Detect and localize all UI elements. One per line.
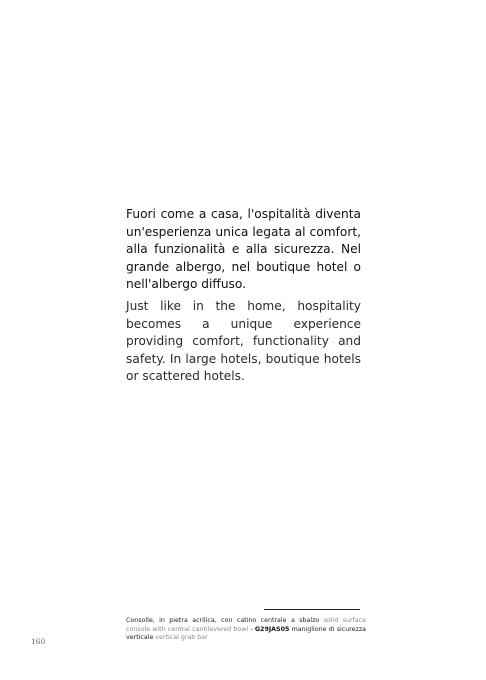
intro-english: Just like in the home, hospitality becomes a unique experience providing comfort, functionality and safety. In large hotels, boutique hotels or scattered hotels. — [126, 298, 361, 384]
caption-item2-code: G29JAS05 — [254, 625, 290, 633]
intro-text-block — [126, 206, 361, 386]
caption-divider — [264, 609, 360, 610]
caption-item1-italian: Consolle, in pietra acrilica, con catino centrale a sbalzo — [126, 617, 320, 624]
page-number: 160 — [31, 637, 46, 646]
caption-separator: - — [250, 625, 253, 633]
caption-item2-italian: maniglione di sicurezza verticale — [126, 625, 366, 642]
product-caption — [126, 617, 366, 643]
caption-item1-english: solid surface console with central cantilevered bowl — [126, 617, 366, 633]
intro-italian: Fuori come a casa, l'ospitalità diventa un'esperienza unica legata al comfort, alla funzionalità e alla sicurezza. Nel grande albergo, nel boutique hotel o nell'albergo diffuso. — [126, 207, 361, 292]
caption-item2-english: vertical grab bar — [155, 634, 208, 642]
